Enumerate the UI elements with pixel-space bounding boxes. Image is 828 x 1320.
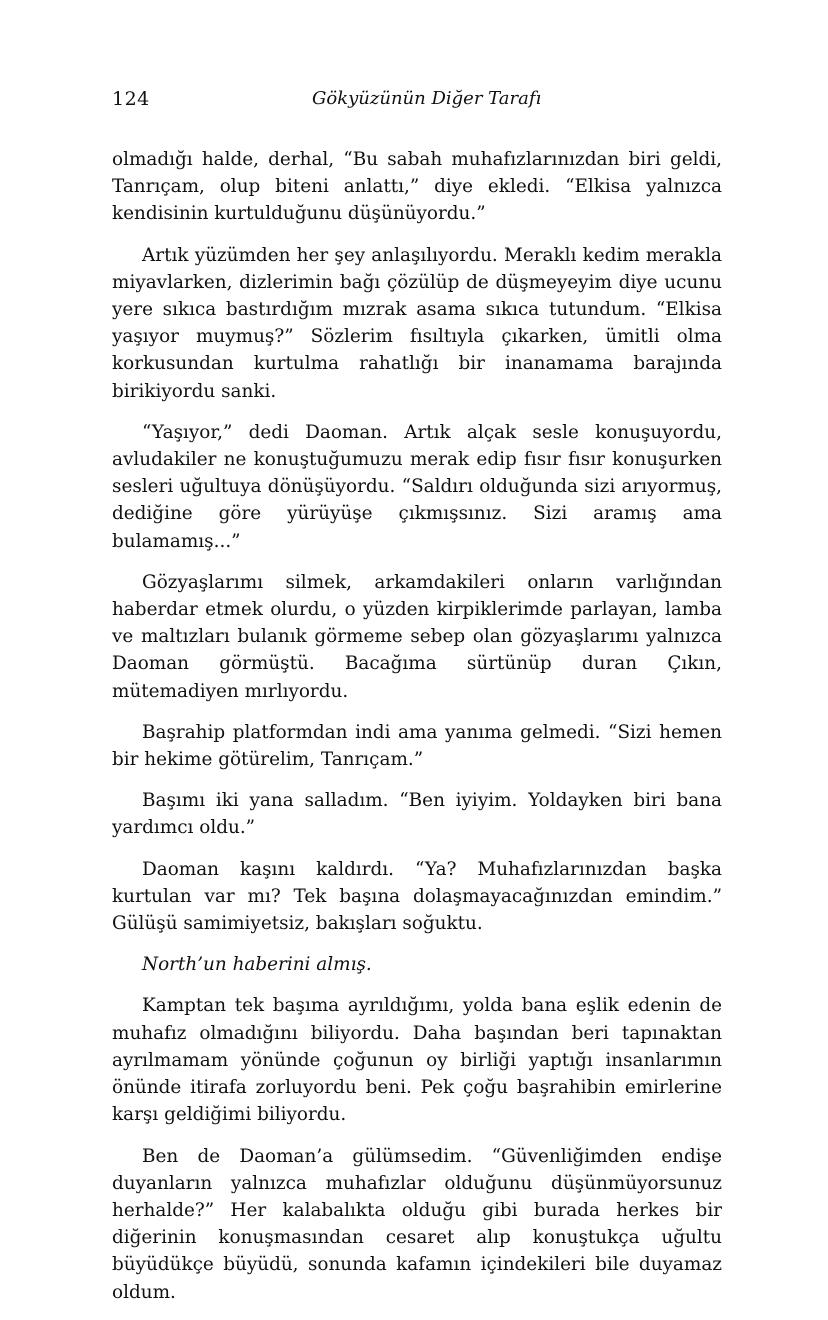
body-text xyxy=(112,146,722,1320)
paragraph: Daoman kaşını kaldırdı. “Ya? Muhafızlarınızdan başka kurtulan var mı? Tek başına dolaşmayacağınızdan emindim.” Gülüşü samimiyetsiz, bakışları soğuktu. xyxy=(112,858,722,935)
paragraph: Artık yüzümden her şey anlaşılıyordu. Meraklı kedim merakla miyavlarken, dizlerimin bağı çözülüp de düşmeyeyim diye ucunu yere sıkıca bastırdığım mızrak asama sıkıca tutundum. “Elkisa yaşıyor muymuş?” Sözlerim fısıltıyla çıkarken, ümitli olma korkusundan kurtulma rahatlığı bir inanamama barajında birikiyordu sanki. xyxy=(112,244,722,402)
paragraph: Başımı iki yana salladım. “Ben iyiyim. Yoldayken biri bana yardımcı oldu.” xyxy=(112,790,722,839)
paragraph: Kamptan tek başıma ayrıldığımı, yolda bana eşlik edenin de muhafız olmadığını biliyordu. Daha başından beri tapınaktan ayrılmamam yönünde çoğunun oy birliği yaptığı insanlarımın önünde itirafa zorluyordu beni. Pek çoğu başrahibin emirlerine karşı geldiğimi biliyordu. xyxy=(112,995,722,1126)
paragraph: Gözyaşlarımı silmek, arkamdakileri onların varlığından haberdar etmek olurdu, o yüzden kirpiklerimde parlayan, lamba ve maltızları bulanık görmeme sebep olan gözyaşlarımı yalnızca Daoman görmüştü. Bacağıma sürtünüp duran Çıkın, mütemadiyen mırlıyordu. xyxy=(112,571,722,702)
page-number: 124 xyxy=(112,88,150,110)
paragraph-continuation: olmadığı halde, derhal, “Bu sabah muhafızlarınızdan biri geldi, Tanrıçam, olup biteni anlattı,” diye ekledi. “Elkisa yalnızca kendisinin kurtulduğunu düşünüyordu.” xyxy=(112,149,722,225)
running-title: Gökyüzünün Diğer Tarafı xyxy=(312,88,542,109)
paragraph: Ben de Daoman’a gülümsedim. “Güvenliğimden endişe duyanların yalnızca muhafızlar olduğunu düşünmüyorsunuz herhalde?” Her kalabalıkta olduğu gibi burada herkes bir diğerinin konuşmasından cesaret alıp konuştukça uğultu büyüdükçe büyüdü, sonunda kafamın içindekileri bile duyamaz oldum. xyxy=(112,1145,722,1303)
paragraph: “Yaşıyor,” dedi Daoman. Artık alçak sesle konuşuyordu, avludakiler ne konuştuğumuzu merak edip fısır fısır konuşurken sesleri uğultuya dönüşüyordu. “Saldırı olduğunda sizi arıyormuş, dediğine göre yürüyüşe çıkmışsınız. Sizi aramış ama bulamamış...” xyxy=(112,421,722,552)
paragraph: Başrahip platformdan indi ama yanıma gelmedi. “Sizi hemen bir hekime götürelim, Tanrıçam.” xyxy=(112,721,722,771)
page-header xyxy=(112,88,720,118)
paragraph-italic-thought: North’un haberini almış. xyxy=(142,954,372,976)
